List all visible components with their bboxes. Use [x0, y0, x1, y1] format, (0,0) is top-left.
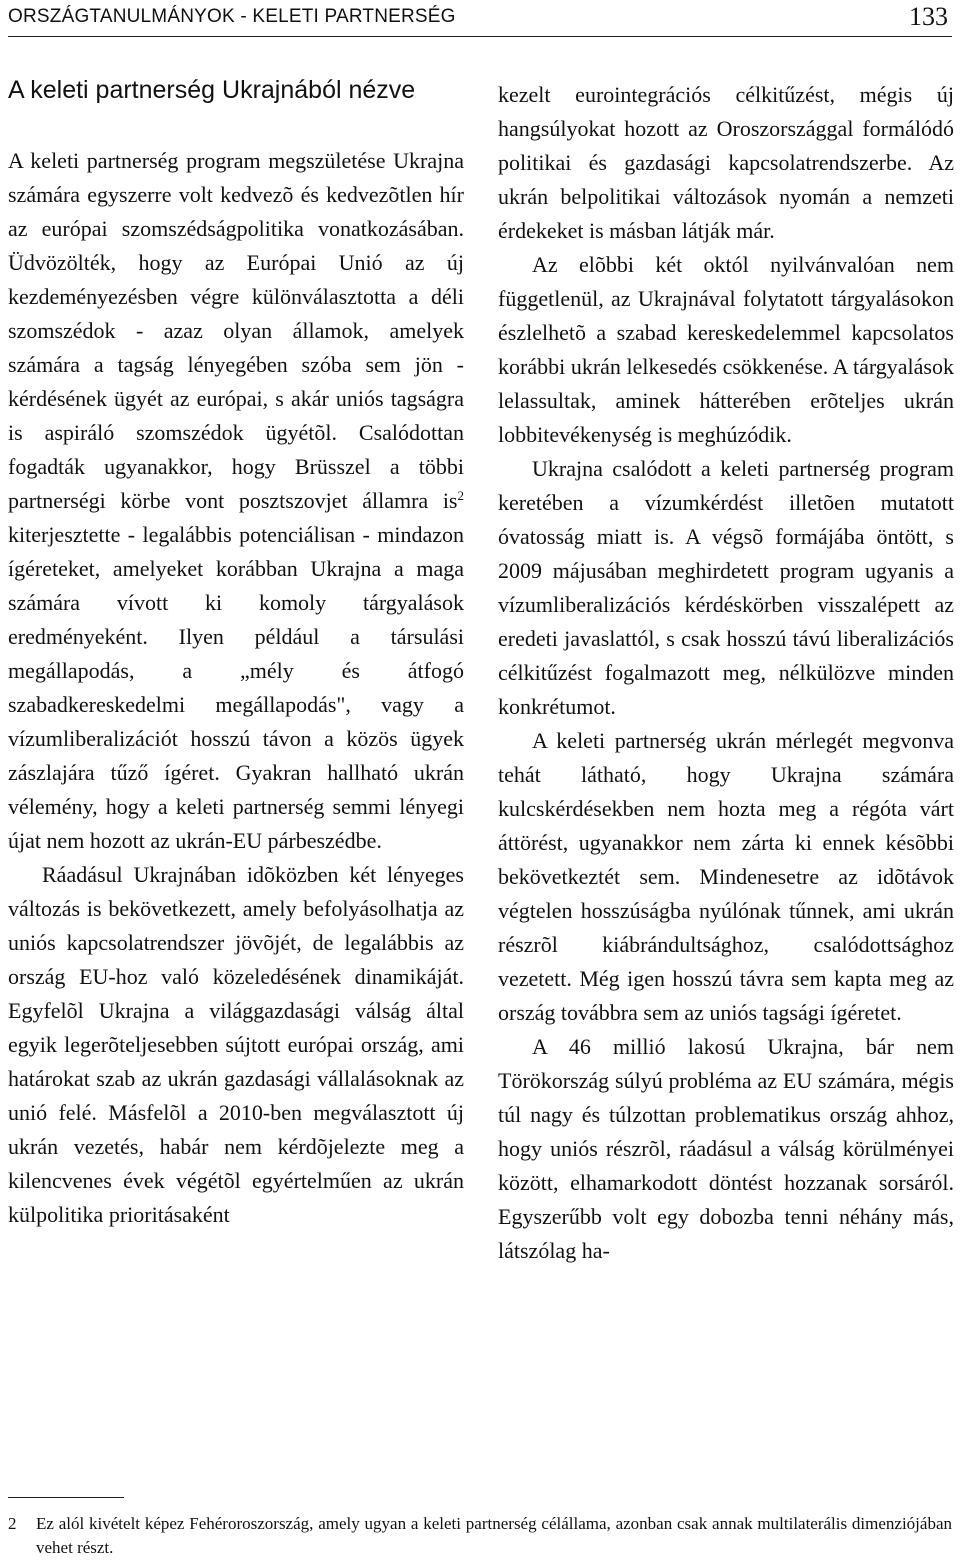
paragraph: kezelt eurointegrációs célkitűzést, mégis új hangsúlyokat hozott az Oroszországgal formálódó politikai és gazdasági kapcsolatrendszerbe. Az ukrán belpolitikai változások nyomán a nemzeti érdekeket is másban látják már.: [498, 82, 954, 243]
paragraph-text: A keleti partnerség program megszületése Ukrajna számára egyszerre volt kedvezõ és kedvezõtlen hír az európai szomszédságpolitika vonatkozásában. Üdvözölték, hogy az Európai Unió az új kezdeményezésben végre különválasztotta a déli szomszédok - azaz olyan államok, amelyek számára a tagság lényegében szóba sem jön - kérdésének ügyét az európai, s akár uniós tagságra is aspiráló szomszédok ügyétõl. Csalódottan fogadták ugyanakkor, hogy Brüsszel a többi partnerségi körbe vont posztszovjet államra is: [8, 148, 464, 513]
paragraph-text: kiterjesztette - legalábbis potenciálisan - mindazon ígéreteket, amelyeket korábban Ukrajna a maga számára vívott ki komoly tárgyalások eredményeként. Ilyen például a társulási megállapodás, a „mély és átfogó szabadkereskedelmi megállapodás", vagy a vízumliberalizációt hosszú távon a közös ügyek zászlajára tűző ígéret. Gyakran hallható ukrán vélemény, hogy a keleti partnerség semmi lényegi újat nem hozott az ukrán-EU párbeszédbe.: [8, 522, 464, 853]
header-title: ORSZÁGTANULMÁNYOK - KELETI PARTNERSÉG: [8, 6, 456, 27]
page-number: 133: [909, 2, 948, 31]
left-column: [8, 74, 464, 1232]
section-heading: A keleti partnerség Ukrajnából nézve: [8, 76, 416, 104]
footnote-reference[interactable]: 2: [457, 488, 464, 503]
footnote-text: Ez alól kivételt képez Fehéroroszország, amely ugyan a keleti partnerség célállama, azonban csak annak multilaterális dimenziójában vehet részt.: [36, 1514, 952, 1557]
paragraph: A keleti partnerség ukrán mérlegét megvonva tehát látható, hogy Ukrajna számára kulcskérdésekben nem hozta meg a régóta várt áttörést, ugyanakkor nem zárta ki ennek késõbbi bekövetkeztét sem. Mindenesetre az idõtávok végtelen hosszúságba nyúlónak tűnnek, ami ukrán részrõl kiábrándultsághoz, csalódottsághoz vezetett. Még igen hosszú távra sem kapta meg az ország továbbra sem az uniós tagsági ígéretet.: [498, 728, 954, 1025]
running-header: [8, 0, 952, 37]
paragraph: Az elõbbi két októl nyilvánvalóan nem függetlenül, az Ukrajnával folytatott tárgyalásokon észlelhetõ a szabad kereskedelemmel kapcsolatos korábbi ukrán lelkesedés csökkenése. A tárgyalások lelassultak, aminek hátterében erõteljes ukrán lobbitevékenység is meghúzódik.: [498, 252, 954, 447]
right-column: [498, 78, 954, 1268]
footnote-divider: [8, 1497, 124, 1498]
paragraph: [8, 144, 464, 858]
paragraph: Ukrajna csalódott a keleti partnerség program keretében a vízumkérdést illetõen mutatott óvatosság miatt is. A végsõ formájába öntött, s 2009 májusában meghirdetett program ugyanis a vízumliberalizációs kérdéskörben visszalépett az eredeti javaslattól, s csak hosszú távú liberalizációs célkitűzést fogalmazott meg, nélkülözve minden konkrétumot.: [498, 456, 954, 719]
footnote: [8, 1512, 952, 1560]
paragraph: A 46 millió lakosú Ukrajna, bár nem Törökország súlyú probléma az EU számára, mégis túl nagy és túlzottan problematikus ország ahhoz, hogy uniós részrõl, ráadásul a válság körülményei között, elhamarkodott döntést hozzanak sorsáról. Egyszerűbb volt egy dobozba tenni néhány más, látszólag ha-: [498, 1034, 954, 1263]
footnote-number: 2: [8, 1514, 17, 1533]
paragraph: Ráadásul Ukrajnában idõközben két lényeges változás is bekövetkezett, amely befolyásolhatja az uniós kapcsolatrendszer jövõjét, de legalábbis az ország EU-hoz való közeledésének dinamikáját. Egyfelõl Ukrajna a világgazdasági válság által egyik legerõteljesebben sújtott európai ország, ami határokat szab az ukrán gazdasági vállalásoknak az unió felé. Másfelõl a 2010-ben megválasztott új ukrán vezetés, habár nem kérdõjelezte meg a kilencvenes évek végétõl egyértelműen az ukrán külpolitika prioritásaként: [8, 862, 464, 1227]
